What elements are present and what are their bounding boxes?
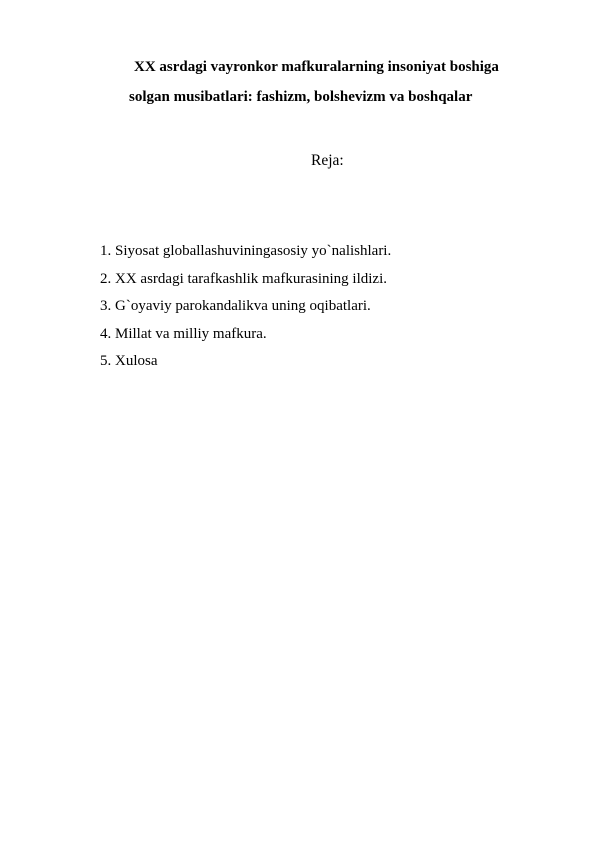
document-title-line-1: XX asrdagi vayronkor mafkuralarning insoniyat boshiga xyxy=(134,59,499,75)
plan-item: 1. Siyosat globallashuviningasosiy yo`nalishlari. xyxy=(100,243,392,259)
document-title-line-2: solgan musibatlari: fashizm, bolshevizm va boshqalar xyxy=(129,89,473,105)
plan-item: 5. Xulosa xyxy=(100,353,158,369)
plan-item: 4. Millat va milliy mafkura. xyxy=(100,325,267,342)
plan-item: 2. XX asrdagi tarafkashlik mafkurasining ildizi. xyxy=(100,270,388,287)
plan-heading: Reja: xyxy=(311,152,344,169)
plan-item: 3. G`oyaviy parokandalikva uning oqibatlari. xyxy=(100,298,371,314)
plan-list xyxy=(100,242,391,380)
